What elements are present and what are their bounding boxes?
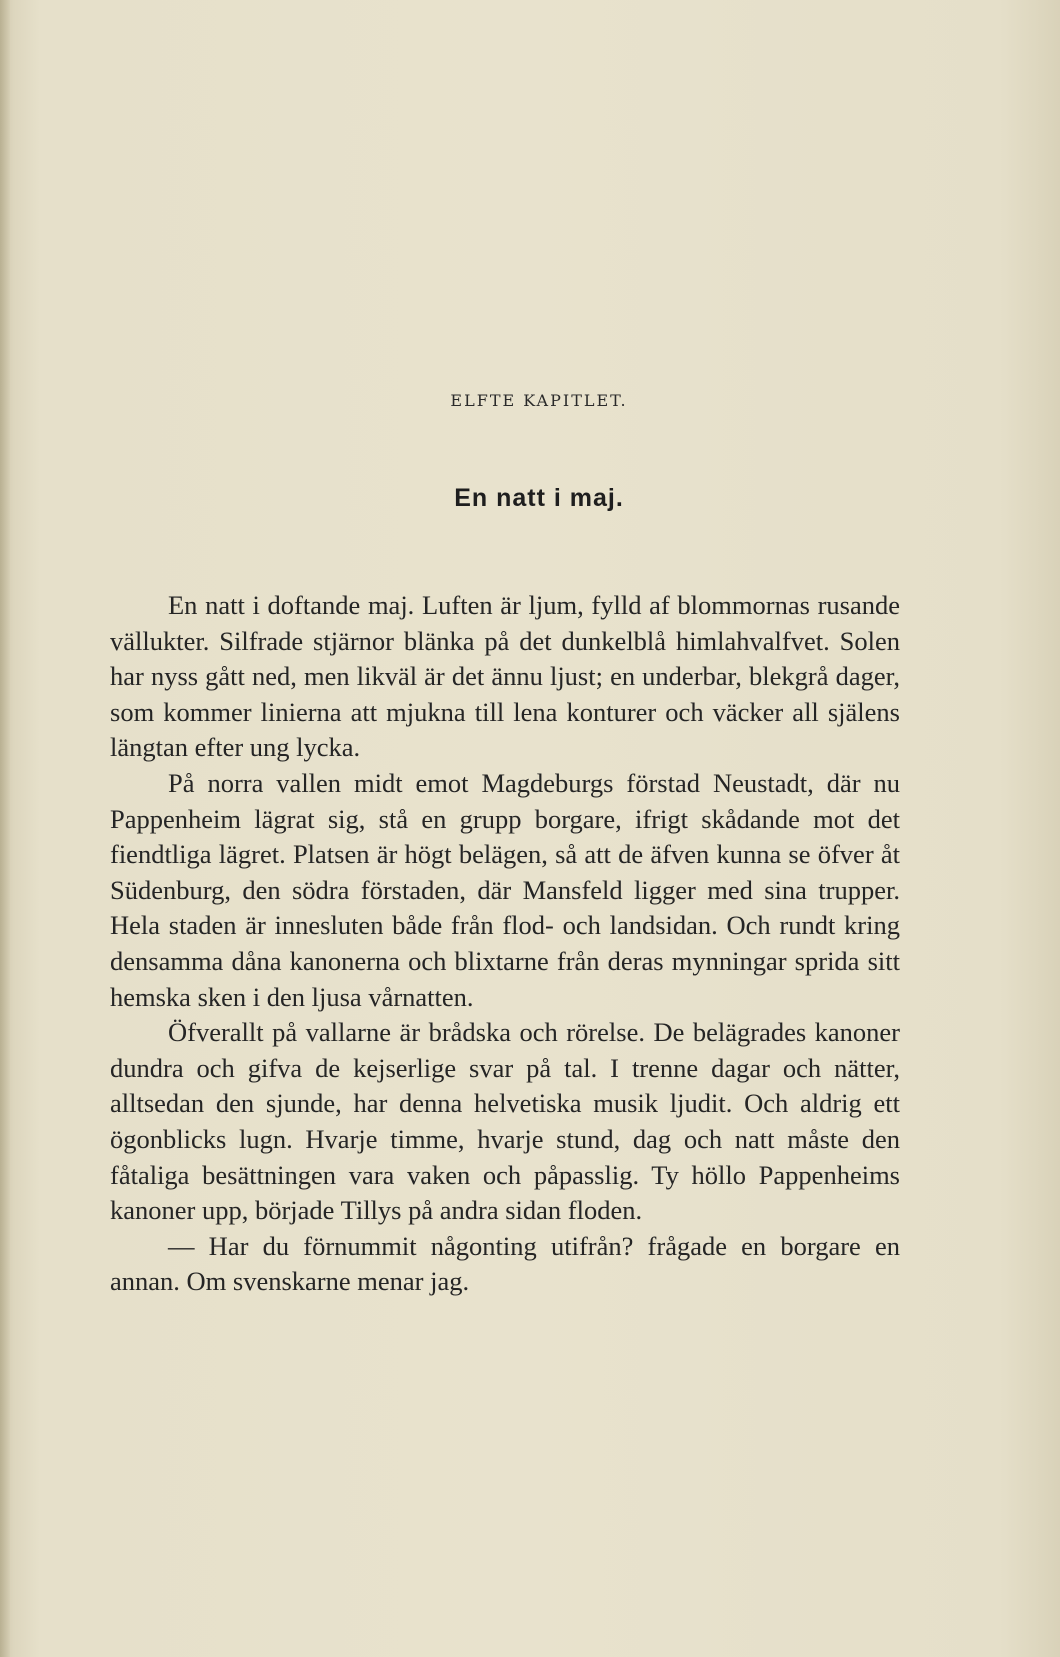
- paragraph: En natt i doftande maj. Luften är ljum, fylld af blommornas rusande vällukter. Silfrade stjärnor blänka på det dunkelblå himlahvalfvet. Solen har nyss gått ned, men likväl är det ännu ljust; en underbar, blekgrå dager, som kommer linierna att mjukna till lena konturer och väcker all själens längtan efter ung lycka.: [110, 590, 900, 763]
- paragraph: På norra vallen midt emot Magdeburgs förstad Neustadt, där nu Pappenheim lägrat sig, stå en grupp borgare, ifrigt skådande mot det fiendtliga lägret. Platsen är högt belägen, så att de äfven kunna se öfver åt Südenburg, den södra förstaden, där Mansfeld ligger med sina trupper. Hela staden är innesluten både från flod- och landsidan. Och rundt kring densamma dåna kanonerna och blixtarne från deras mynningar sprida sitt hemska sken i den ljusa vårnatten.: [110, 767, 900, 1012]
- paragraph: Öfverallt på vallarne är brådska och rörelse. De belägrades kanoner dundra och gifva de kejserlige svar på tal. I trenne dagar och nätter, alltsedan den sjunde, har denna helvetiska musik ljudit. Och aldrig ett ögonblicks lugn. Hvarje timme, hvarje stund, dag och natt måste den fåtaliga besättningen vara vaken och påpasslig. Ty höllo Pappenheims kanoner upp, började Tillys på andra sidan floden.: [110, 1017, 900, 1226]
- page-spine-shadow: [0, 0, 10, 1657]
- paragraph: — Har du förnummit någonting utifrån? frågade en borgare en annan. Om svenskarne menar jag.: [110, 1230, 900, 1297]
- body-text: [110, 588, 900, 1300]
- chapter-label: ELFTE KAPITLET.: [450, 391, 628, 410]
- chapter-title: En natt i maj.: [454, 484, 624, 512]
